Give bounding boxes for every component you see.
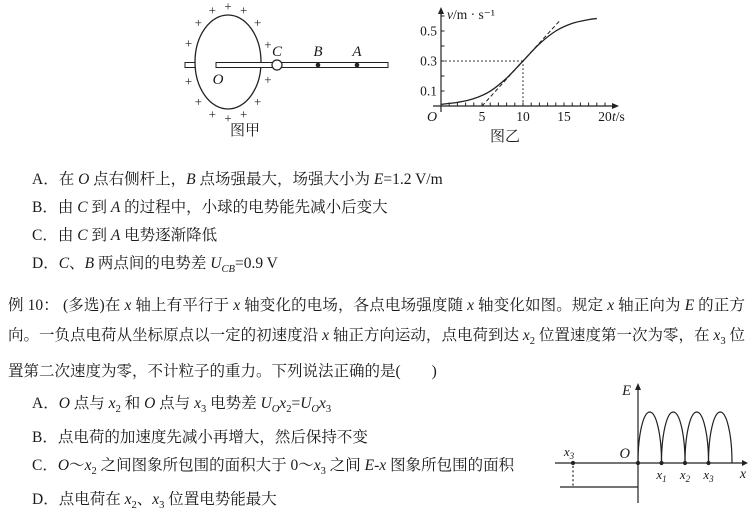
svg-text:+: + <box>264 37 272 53</box>
figure-vt-graph <box>413 2 628 149</box>
svg-text:+: + <box>208 2 216 18</box>
svg-text:图甲: 图甲 <box>229 123 261 139</box>
svg-text:v/m · s⁻¹: v/m · s⁻¹ <box>447 7 495 22</box>
svg-text:B: B <box>313 44 323 60</box>
figure-charged-ring-diagram <box>168 0 398 150</box>
svg-text:+: + <box>254 94 262 110</box>
option-D: D．点电荷在 $x_2$、$x_3$ 位置电势能最大 <box>32 491 277 512</box>
svg-text:20: 20 <box>598 109 612 124</box>
svg-text:+: + <box>208 106 216 122</box>
svg-text:15: 15 <box>557 109 571 124</box>
svg-text:+: + <box>194 94 202 110</box>
svg-text:图乙: 图乙 <box>489 129 521 144</box>
option-D: D．C、B 两点间的电势差 $U_{CB}=0.9$ V <box>32 255 278 276</box>
svg-text:0.5: 0.5 <box>420 23 437 39</box>
option-C: C．由 C 到 A 电势逐渐降低 <box>32 227 218 244</box>
svg-text:+: + <box>254 14 262 30</box>
svg-text:+: + <box>184 35 193 51</box>
svg-text:x: x <box>739 467 747 482</box>
question10-stem: 例 10： (多选)在 x 轴上有平行于 x 轴变化的电场，各点电场强度随 x 轴变化如图。规定 x 轴正向为 E 的正方向。一负点电荷从坐标原点以一定的初速度沿 x 轴正方向运动，点电荷到达 $x_2$ 位置速度第一次为零，在 $x_3$ 位置第二次速度为零，不计粒子的重力。下列说法正确的是( ) <box>8 297 745 381</box>
svg-text:t/s: t/s <box>612 109 625 124</box>
option-B: B．由 C 到 A 的过程中，小球的电势能先减小后变大 <box>32 199 388 216</box>
svg-text:+: + <box>240 2 248 18</box>
svg-text:0.3: 0.3 <box>420 53 437 69</box>
svg-text:+: + <box>224 110 232 126</box>
option-B: B．点电荷的加速度先减小再增大，然后保持不变 <box>32 429 368 447</box>
option-C: C．$O\sim x_2$ 之间图象所包围的面积大于 $0\sim x_3$ 之间 E-x 图象所包围的面积 <box>32 457 515 478</box>
question1-options <box>32 166 443 284</box>
figure-ex-graph <box>555 378 751 515</box>
svg-text:+: + <box>194 14 202 30</box>
svg-text:E: E <box>622 383 631 399</box>
svg-text:0.1: 0.1 <box>420 83 437 99</box>
svg-text:x1: $x_1$ <box>656 467 667 484</box>
svg-text:x3: $x_3$ <box>563 444 575 461</box>
svg-text:A: A <box>352 44 362 60</box>
svg-text:O: O <box>426 110 438 125</box>
svg-text:x2: $x_2$ <box>679 467 691 484</box>
svg-text:+: + <box>240 106 248 122</box>
svg-text:+: + <box>184 73 193 89</box>
question10-options <box>32 390 514 515</box>
svg-text:C: C <box>271 44 283 60</box>
svg-text:x3: $x_3$ <box>703 467 714 484</box>
option-A: A．O 点与 $x_2$ 和 O 点与 $x_3$ 电势差 $U_Ox_2=U_Ox_3$ <box>32 395 332 416</box>
svg-text:10: 10 <box>516 109 530 124</box>
svg-text:O: O <box>212 72 224 88</box>
svg-text:O: O <box>619 446 630 462</box>
svg-text:+: + <box>224 0 232 14</box>
svg-text:5: 5 <box>478 109 486 124</box>
svg-text:+: + <box>264 71 272 87</box>
option-A: A．在 O 点右侧杆上，B 点场强最大，场强大小为 E=1.2 V/m <box>32 171 443 188</box>
